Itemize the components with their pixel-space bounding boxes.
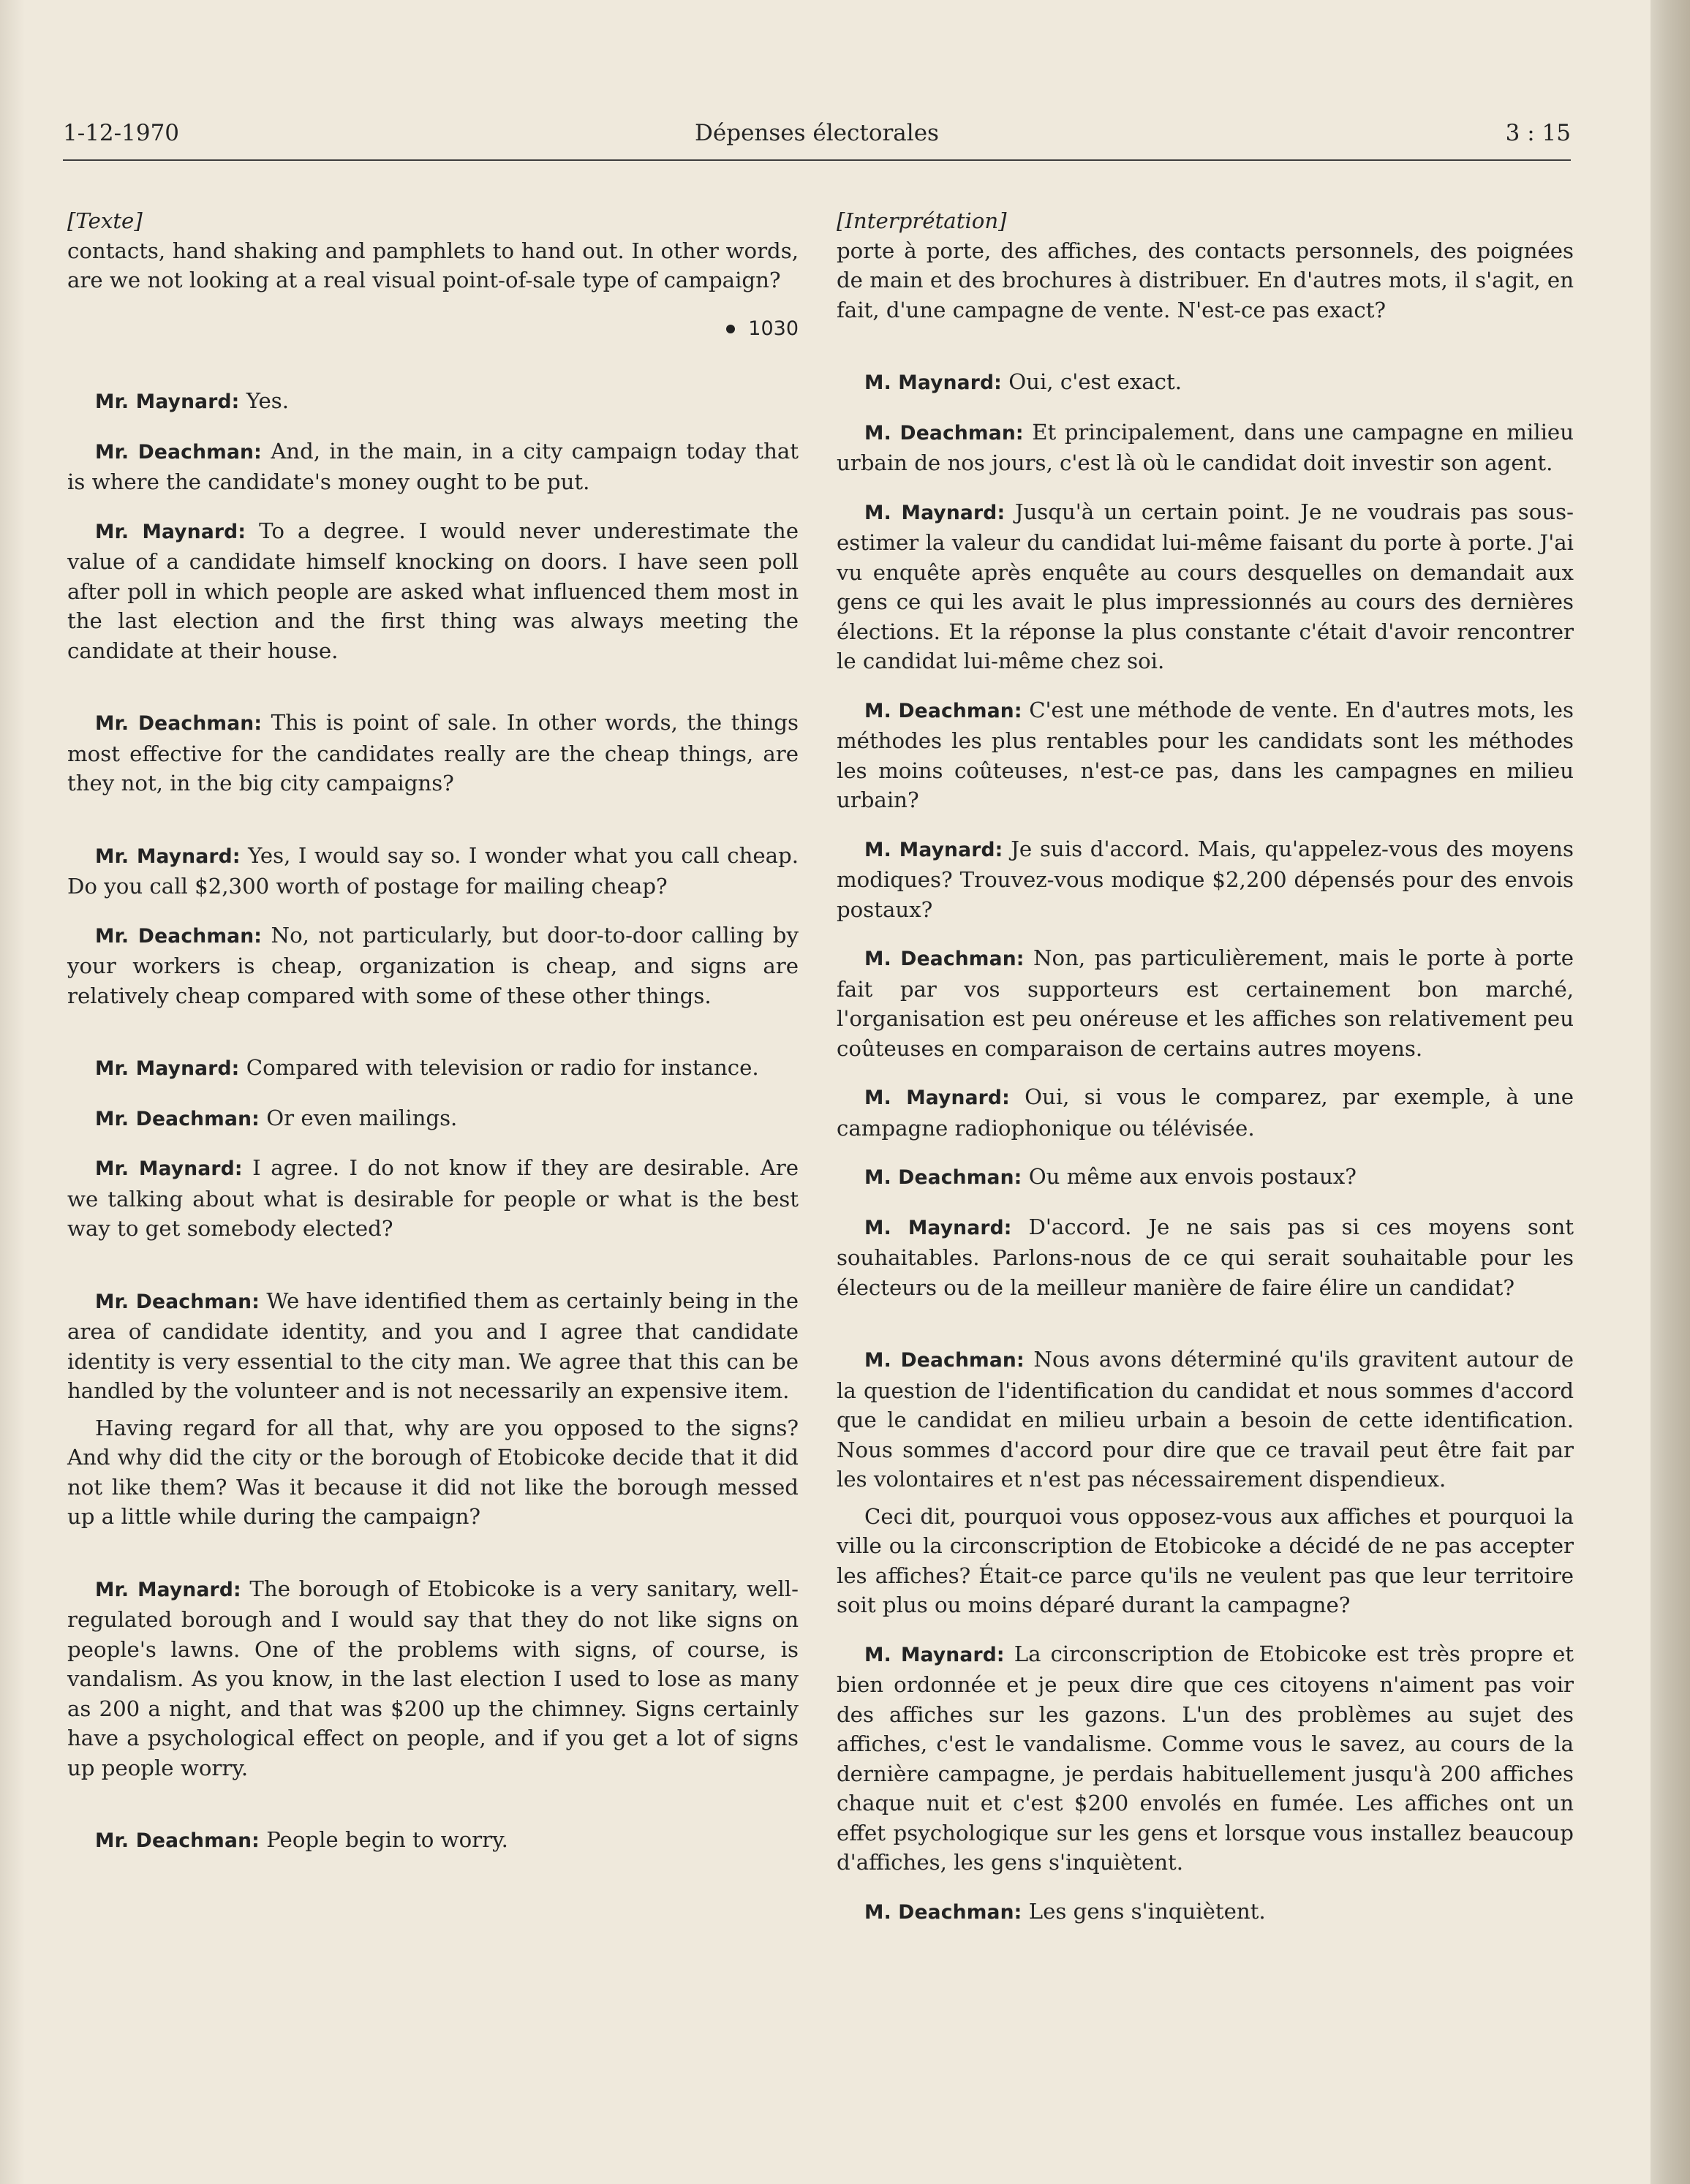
speaker-name: M. Maynard: bbox=[864, 371, 1002, 394]
english-column bbox=[67, 206, 799, 1856]
speech-text: La circonscription de Etobicoke est très propre et bien ordonnée et je peux dire que ces citoyens n'aiment pas voir des affiches sur les gazons. L'un des problèmes au sujet des affiches, c'est le vandalisme. Comme vous le savez, au cours de la dernière campagne, je perdais habituellement jusqu'à 200 affiches chaque nuit et c'est $200 envolés en fumée. Les affiches ont un effet psychologique sur les gens et lorsque vous installez beaucoup d'affiches, les gens s'inquiètent. bbox=[837, 1641, 1574, 1875]
speech-text: Yes. bbox=[246, 388, 289, 413]
page-gutter-shadow bbox=[0, 0, 25, 2184]
speech-text: Nous avons déterminé qu'ils gravitent autour de la question de l'identification du candidat et nous sommes d'accord que le candidat en milieu urbain a besoin de cette identification. Nous sommes d'accord pour dire que ce travail peut être fait par les volontaires et n'est pas nécessairement dispendieux. bbox=[837, 1347, 1574, 1492]
speaker-name: M. Maynard: bbox=[864, 501, 1006, 524]
speech-text: To a degree. I would never underestimate the value of a candidate himself knocking on doors. I have seen poll after poll in which people are asked what influenced them most in the last election and the first thing was always meeting the candidate at their house. bbox=[67, 518, 799, 663]
speech-text: I agree. I do not know if they are desirable. Are we talking about what is desirable for people or what is the best way to get somebody elected? bbox=[67, 1155, 799, 1241]
speech bbox=[67, 516, 799, 666]
speech bbox=[837, 417, 1574, 478]
speech bbox=[837, 1639, 1574, 1878]
speech-text: This is point of sale. In other words, the things most effective for the candidates really are the cheap things, are they not, in the big city campaigns? bbox=[67, 710, 799, 796]
speaker-name: Mr. Deachman: bbox=[95, 712, 263, 735]
speech-text: Or even mailings. bbox=[266, 1105, 458, 1130]
time-marker-value: 1030 bbox=[748, 317, 799, 340]
speech-text: Ou même aux envois postaux? bbox=[1028, 1164, 1357, 1189]
speaker-name: M. Deachman: bbox=[864, 1349, 1025, 1372]
speech bbox=[837, 1212, 1574, 1303]
french-column bbox=[837, 206, 1574, 1927]
speech bbox=[67, 841, 799, 902]
speaker-name: Mr. Maynard: bbox=[95, 844, 241, 868]
speech bbox=[67, 1153, 799, 1244]
speech bbox=[837, 1897, 1574, 1928]
speaker-name: Mr. Deachman: bbox=[95, 1290, 260, 1313]
time-marker bbox=[67, 314, 799, 344]
bullet-icon bbox=[726, 325, 735, 333]
speech bbox=[67, 1286, 799, 1406]
speech-text: Et principalement, dans une campagne en milieu urbain de nos jours, c'est là où le candidat doit investir son agent. bbox=[837, 419, 1574, 475]
speaker-name: M. Deachman: bbox=[864, 948, 1025, 970]
speaker-name: Mr. Deachman: bbox=[95, 924, 263, 948]
speaker-name: M. Deachman: bbox=[864, 1900, 1022, 1924]
speech-text: C'est une méthode de vente. En d'autres mots, les méthodes les plus rentables pour les candidats sont les méthodes les moins coûteuses, n'est-ce pas, dans les campagnes en milieu urbain? bbox=[837, 697, 1574, 812]
speech bbox=[67, 1825, 799, 1856]
speech bbox=[837, 834, 1574, 925]
speech bbox=[837, 497, 1574, 676]
language-label: [Texte] bbox=[67, 208, 143, 233]
speaker-name: Mr. Maynard: bbox=[95, 1578, 241, 1601]
speech bbox=[67, 1103, 799, 1135]
speech-text: People begin to worry. bbox=[266, 1827, 508, 1852]
speech bbox=[67, 1574, 799, 1783]
speech-text: We have identified them as certainly being in the area of candidate identity, and you and I agree that candidate identity is very essential to the city man. We agree that this can be handled by the volunteer and is not necessarily an expensive item. bbox=[67, 1288, 799, 1403]
speech bbox=[837, 1082, 1574, 1143]
header-title: Dépenses électorales bbox=[695, 120, 939, 146]
speaker-name: Mr. Maynard: bbox=[95, 390, 240, 413]
speaker-name: M. Maynard: bbox=[864, 838, 1003, 861]
speech bbox=[837, 943, 1574, 1063]
speaker-name: M. Deachman: bbox=[864, 421, 1024, 445]
header-date: 1-12-1970 bbox=[63, 120, 180, 146]
speech-text: Oui, si vous le comparez, par exemple, à une campagne radiophonique ou télévisée. bbox=[837, 1084, 1574, 1141]
speaker-name: Mr. Deachman: bbox=[95, 1829, 260, 1852]
speaker-name: M. Deachman: bbox=[864, 1166, 1022, 1189]
speaker-name: M. Maynard: bbox=[864, 1643, 1005, 1666]
speech-text: Les gens s'inquiètent. bbox=[1028, 1898, 1266, 1924]
page-edge bbox=[1651, 0, 1690, 2184]
speech bbox=[67, 921, 799, 1011]
speech bbox=[67, 437, 799, 497]
paragraph: Ceci dit, pourquoi vous opposez-vous aux affiches et pourquoi la ville ou la circonscription de Etobicoke a décidé de ne pas accepter les affiches? Était-ce parce qu'ils ne veulent pas que leur territoire soit plus ou moins déparé durant la campagne? bbox=[837, 1503, 1574, 1617]
speaker-name: M. Maynard: bbox=[864, 1216, 1012, 1239]
speech bbox=[837, 695, 1574, 815]
speaker-name: Mr. Maynard: bbox=[95, 1157, 243, 1180]
language-label: [Interprétation] bbox=[837, 208, 1007, 233]
speaker-name: Mr. Deachman: bbox=[95, 1107, 260, 1130]
paragraph: Having regard for all that, why are you opposed to the signs? And why did the city or the borough of Etobicoke decide that it did not like them? Was it because it did not like the borough messed up a little while during the campaign? bbox=[67, 1415, 799, 1529]
speaker-name: Mr. Maynard: bbox=[95, 1057, 240, 1080]
speech-text: The borough of Etobicoke is a very sanitary, well-regulated borough and I would say that they do not like signs on people's lawns. One of the problems with signs, of course, is vandalism. As you know, in the last election I used to lose as many as 200 a night, and that was $200 up the chimney. Signs certainly have a psychological effect on people, and if you get a lot of signs up people worry. bbox=[67, 1576, 799, 1780]
speaker-name: M. Deachman: bbox=[864, 699, 1022, 722]
header-rule bbox=[63, 159, 1571, 161]
speech-text: Jusqu'à un certain point. Je ne voudrais pas sous-estimer la valeur du candidat lui-même faisant du porte à porte. J'ai vu enquête après enquête au cours desquelles on demandait aux gens ce qui les avait le plus impressionnés au cours des dernières élections. Et la réponse la plus constante c'était d'avoir rencontrer le candidat lui-même chez soi. bbox=[837, 499, 1574, 673]
speaker-name: M. Maynard: bbox=[864, 1087, 1010, 1109]
running-header bbox=[63, 120, 1571, 156]
speech-text: Compared with television or radio for instance. bbox=[246, 1055, 759, 1080]
speech bbox=[837, 1345, 1574, 1495]
speech bbox=[837, 367, 1574, 398]
speech bbox=[67, 386, 799, 417]
speech-text: D'accord. Je ne sais pas si ces moyens sont souhaitables. Parlons-nous de ce qui serait souhaitable pour les électeurs ou de la meilleur manière de faire élire un candidat? bbox=[837, 1214, 1574, 1300]
paragraph: contacts, hand shaking and pamphlets to hand out. In other words, are we not looking at a real visual point-of-sale type of campaign? bbox=[67, 238, 799, 292]
speech-text: No, not particularly, but door-to-door calling by your workers is cheap, organization is cheap, and signs are relatively cheap compared with some of these other things. bbox=[67, 922, 799, 1008]
speech-text: Oui, c'est exact. bbox=[1008, 369, 1182, 394]
speech-text: Je suis d'accord. Mais, qu'appelez-vous des moyens modiques? Trouvez-vous modique $2,200 dépensés pour des envois postaux? bbox=[837, 836, 1574, 922]
speech bbox=[67, 708, 799, 798]
speaker-name: Mr. Deachman: bbox=[95, 440, 262, 464]
header-page-number: 3 : 15 bbox=[1505, 120, 1571, 146]
speech-text: Yes, I would say so. I wonder what you call cheap. Do you call $2,300 worth of postage for mailing cheap? bbox=[67, 842, 799, 899]
speech-text: Non, pas particulièrement, mais le porte à porte fait par vos supporteurs est certainement bon marché, l'organisation est peu onéreuse et les affiches son relativement peu coûteuses en comparaison de certains autres moyens. bbox=[837, 945, 1574, 1061]
speech bbox=[67, 1053, 799, 1084]
paragraph: porte à porte, des affiches, des contacts personnels, des poignées de main et des brochures à distribuer. En d'autres mots, il s'agit, en fait, d'une campagne de vente. N'est-ce pas exact? bbox=[837, 238, 1574, 322]
speech-text: And, in the main, in a city campaign today that is where the candidate's money ought to be put. bbox=[67, 438, 799, 494]
speaker-name: Mr. Maynard: bbox=[95, 520, 246, 543]
speech bbox=[837, 1162, 1574, 1193]
